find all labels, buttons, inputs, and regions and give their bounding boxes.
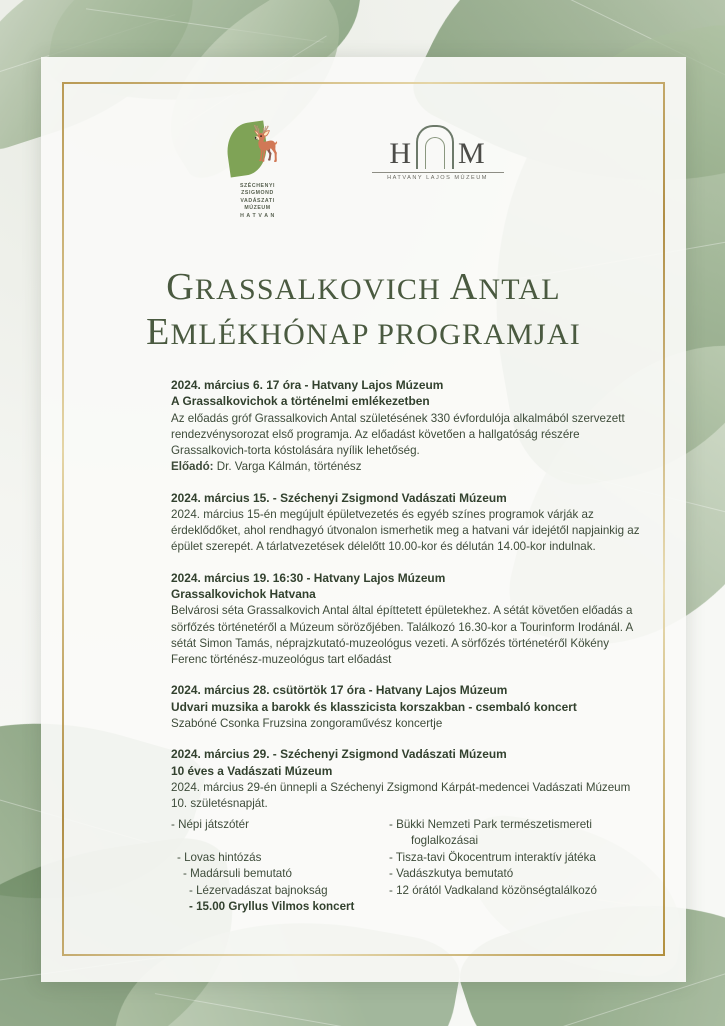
event-heading: 2024. március 19. 16:30 - Hatvany Lajos Múzeum <box>171 570 446 585</box>
event-item <box>171 377 643 476</box>
list-item: - Lézervadászat bajnokság <box>189 883 328 897</box>
event-subtitle: Grassalkovichok Hatvana <box>171 587 316 602</box>
hlm-letter-h: H <box>389 137 412 170</box>
szechenyi-logo-line-2: ZSIGMOND <box>241 190 274 197</box>
event-heading: 2024. március 28. csütörtök 17 óra - Hatvany Lajos Múzeum <box>171 683 508 698</box>
hlm-divider <box>372 172 504 173</box>
title-cap-g: G <box>166 266 195 308</box>
list-item: - 12 órától Vadkaland közönségtalálkozó <box>389 883 597 897</box>
gate-arch-icon <box>416 125 454 169</box>
list-item-highlight: - 15.00 Gryllus Vilmos koncert <box>189 900 355 914</box>
program-activity-column-left <box>171 817 379 917</box>
page-title <box>41 267 686 357</box>
hatvany-museum-logo <box>363 123 513 181</box>
title-cap-e: E <box>146 311 171 353</box>
program-activity-column-right <box>389 817 643 917</box>
list-item-continuation: foglalkozásai <box>411 834 479 848</box>
event-presenter-name: Dr. Varga Kálmán, történész <box>213 460 362 474</box>
list-item: - Bükki Nemzeti Park természetismereti <box>389 817 592 831</box>
event-heading: 2024. március 15. - Széchenyi Zsigmond Vadászati Múzeum <box>171 490 507 505</box>
event-presenter-label: Előadó: <box>171 460 214 474</box>
program-activity-columns <box>171 817 643 917</box>
szechenyi-logo-line-1: SZÉCHENYI <box>239 183 276 189</box>
title-rest-2: NTAL <box>478 273 561 306</box>
list-item: - Tisza-tavi Ökocentrum interaktív játéka <box>389 850 596 864</box>
event-item <box>171 490 643 556</box>
event-item <box>171 570 643 669</box>
szechenyi-logo-line-4: MÚZEUM <box>244 205 271 212</box>
title-line-1 <box>41 267 686 310</box>
event-subtitle: Udvari muzsika a barokk és klasszicista korszakban - csembaló koncert <box>171 699 577 714</box>
szechenyi-museum-logo <box>215 123 301 220</box>
event-item <box>171 746 643 916</box>
program-content <box>171 377 643 930</box>
title-rest-1: RASSALKOVICH <box>194 273 450 306</box>
list-item: - Madársuli bemutató <box>183 867 292 881</box>
hlm-subtitle: HATVANY LAJOS MÚZEUM <box>387 175 488 181</box>
event-description: 2024. március 29-én ünnepli a Széchenyi Zsigmond Kárpát-medencei Vadászati Múzeum 10. születésnapját. <box>171 781 631 811</box>
event-subtitle: 10 éves a Vadászati Múzeum <box>171 763 333 778</box>
event-description: Belvárosi séta Grassalkovich Antal által építtetett épületekhez. A sétát követően előadás a sörfőzés történetéről a Múzeum sörözőjében. Találkozó 16.30-kor a Tourinform Irodánál. A sétát Simon Tamás, néprajzkutató-muzeológus vezeti. A sörfőzés történetéről Kökény Ferenc történész-muzeológus tart előadást <box>171 604 633 667</box>
szechenyi-logo-line-5: H A T V A N <box>240 212 275 219</box>
event-description: Az előadás gróf Grassalkovich Antal születésének 330 évfordulója alkalmából szervezett rendezvénysorozat első programja. Az előadást követően a hallgatóság részére Grassalkovich-torta kóstolására nyílik lehetőség. <box>171 411 625 458</box>
list-item: - Lovas hintózás <box>177 850 262 864</box>
title-rest-3: MLÉKHÓNAP PROGRAMJAI <box>170 318 581 351</box>
poster-card <box>41 57 686 982</box>
title-line-2 <box>41 310 686 357</box>
deer-leaf-icon: 🦌 <box>225 123 291 179</box>
event-description: 2024. március 15-én megújult épületvezetés és egyéb színes programok várják az érdeklődőket, ahol rendhagyó útvonalon ismerhetik meg a hatvani vár idejétől napjainkig az épület szerepét. A tárlatvezetések délelőtt 10.00-kor és délután 14.00-kor indulnak. <box>171 508 640 554</box>
list-item: - Vadászkutya bemutató <box>389 867 514 881</box>
hlm-letter-m: M <box>457 137 486 170</box>
list-item: - Népi játszótér <box>171 817 249 831</box>
list-item-spacer <box>171 833 379 850</box>
hlm-monogram <box>363 125 513 169</box>
logo-row <box>41 123 686 220</box>
event-presenter <box>171 459 643 475</box>
event-heading: 2024. március 29. - Széchenyi Zsigmond Vadászati Múzeum <box>171 747 507 762</box>
event-subtitle: A Grassalkovichok a történelmi emlékezetben <box>171 394 430 409</box>
title-cap-a: A <box>449 266 479 308</box>
event-item <box>171 682 643 732</box>
szechenyi-logo-line-3: VADÁSZATI <box>240 197 275 204</box>
event-heading: 2024. március 6. 17 óra - Hatvany Lajos Múzeum <box>171 378 444 392</box>
event-description: Szabóné Csonka Fruzsina zongoraművész koncertje <box>171 717 443 731</box>
